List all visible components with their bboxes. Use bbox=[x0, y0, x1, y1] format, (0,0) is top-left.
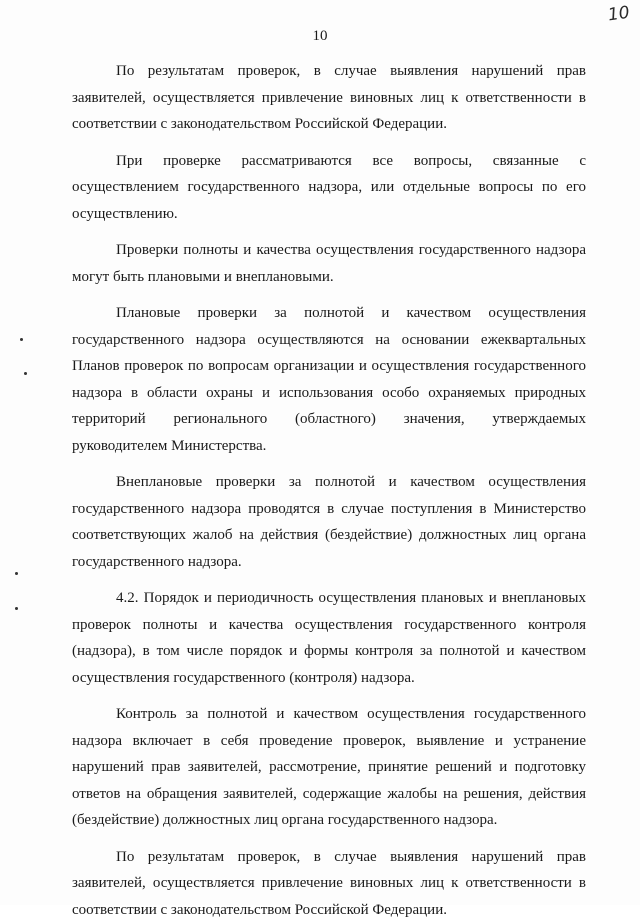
scan-speck bbox=[15, 607, 18, 610]
scan-speck bbox=[15, 572, 18, 575]
paragraph-8: По результатам проверок, в случае выявления нарушений прав заявителей, осуществляется привлечение виновных лиц к ответственности в соответствии с законодательством Российской Федерации. bbox=[72, 844, 586, 923]
paragraph-5: Внеплановые проверки за полнотой и качеством осуществления государственного надзора проводятся в случае поступления в Министерство соответствующих жалоб на действия (бездействие) должностных лиц органа государственного надзора. bbox=[72, 469, 586, 575]
paragraph-4: Плановые проверки за полнотой и качеством осуществления государственного надзора осуществляются на основании ежеквартальных Планов проверок по вопросам организации и осуществления государственного надзора в области охраны и использования особо охраняемых природных территорий регионального (областного) значения, утверждаемых руководителем Министерства. bbox=[72, 300, 586, 459]
paragraph-2: При проверке рассматриваются все вопросы, связанные с осуществлением государственного надзора, или отдельные вопросы по его осуществлению. bbox=[72, 148, 586, 228]
scan-speck bbox=[20, 338, 23, 341]
handwritten-page-number: 10 bbox=[607, 3, 631, 26]
body-text bbox=[72, 58, 586, 923]
paragraph-1: По результатам проверок, в случае выявления нарушений прав заявителей, осуществляется привлечение виновных лиц к ответственности в соответствии с законодательством Российской Федерации. bbox=[72, 58, 586, 138]
paragraph-7: Контроль за полнотой и качеством осуществления государственного надзора включает в себя проведение проверок, выявление и устранение нарушений прав заявителей, рассмотрение, принятие решений и подготовку ответов на обращения заявителей, содержащие жалобы на решения, действия (бездействие) должностных лиц органа государственного надзора. bbox=[72, 701, 586, 834]
paragraph-3: Проверки полноты и качества осуществления государственного надзора могут быть плановыми и внеплановыми. bbox=[72, 237, 586, 290]
scan-speck bbox=[24, 372, 27, 375]
page-number: 10 bbox=[0, 28, 640, 45]
paragraph-6: 4.2. Порядок и периодичность осуществления плановых и внеплановых проверок полноты и качества осуществления государственного контроля (надзора), в том числе порядок и формы контроля за полнотой и качеством осуществления государственного (контроля) надзора. bbox=[72, 585, 586, 691]
